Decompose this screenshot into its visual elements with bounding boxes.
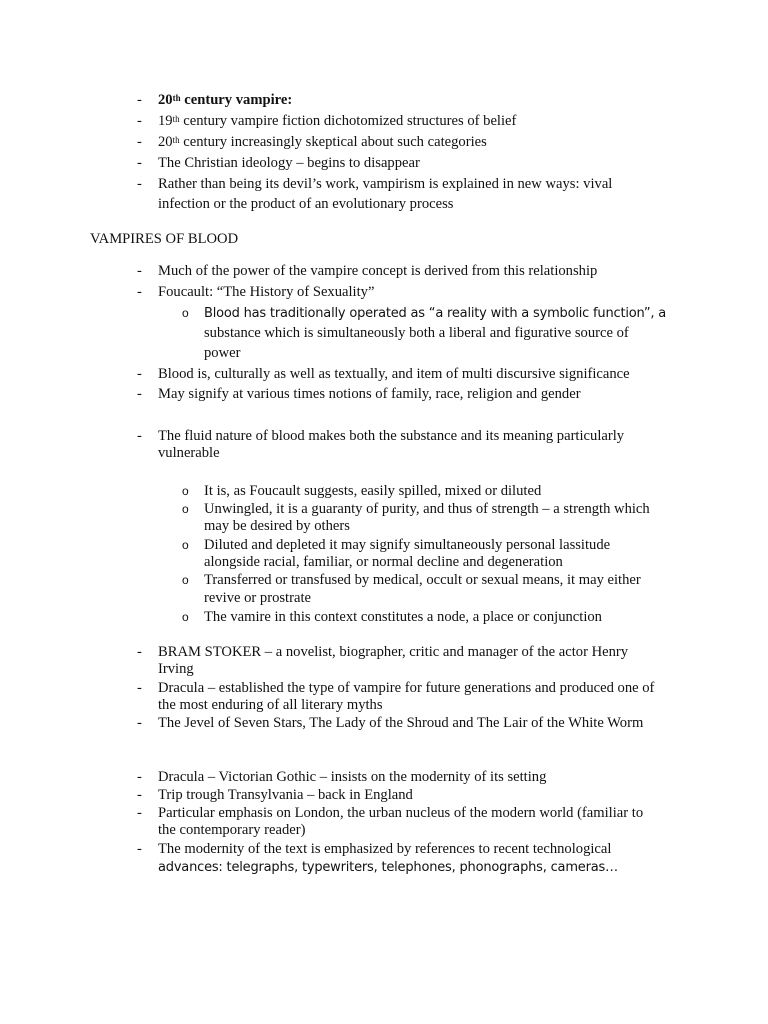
sub-list-item-text: alongside racial, familiar, or normal decline and degeneration bbox=[204, 554, 563, 570]
dash-marker: - bbox=[137, 134, 142, 150]
dash-marker: - bbox=[137, 92, 142, 108]
dash-marker: - bbox=[137, 841, 142, 857]
list-item-text: the most enduring of all literary myths bbox=[158, 697, 383, 713]
dash-marker: - bbox=[137, 386, 142, 402]
list-item-text: Trip trough Transylvania – back in England bbox=[158, 787, 413, 803]
dash-marker: - bbox=[137, 805, 142, 821]
dash-marker: - bbox=[137, 366, 142, 382]
list-item-text: Much of the power of the vampire concept is derived from this relationship bbox=[158, 263, 598, 279]
list-item-text: Blood is, culturally as well as textually, and item of multi discursive significance bbox=[158, 366, 630, 382]
bullet-marker: o bbox=[182, 573, 189, 587]
list-item-text: The modernity of the text is emphasized by references to recent technological bbox=[158, 841, 612, 857]
list-item-text: The Jevel of Seven Stars, The Lady of the Shroud and The Lair of the White Worm bbox=[158, 715, 644, 731]
heading-text: VAMPIRES OF BLOOD bbox=[90, 231, 239, 247]
sub-list-item-text: Diluted and depleted it may signify simultaneously personal lassitude bbox=[204, 537, 611, 553]
list-item-text: Irving bbox=[158, 661, 194, 677]
dash-marker: - bbox=[137, 644, 142, 660]
list-item-text: 20th century increasingly skeptical about such categories bbox=[158, 134, 487, 150]
bullet-marker: o bbox=[182, 484, 189, 498]
list-item-text: Dracula – established the type of vampire for future generations and produced one of bbox=[158, 680, 655, 696]
dash-marker: - bbox=[137, 155, 142, 171]
sub-list-item-text: Blood has traditionally operated as “a reality with a symbolic function”, a bbox=[204, 306, 667, 321]
list-item-text: BRAM STOKER – a novelist, biographer, critic and manager of the actor Henry bbox=[158, 644, 629, 660]
sub-list-item-text: Unwingled, it is a guaranty of purity, and thus of strength – a strength which bbox=[204, 501, 650, 517]
sub-list-item-text: may be desired by others bbox=[204, 518, 350, 534]
dash-marker: - bbox=[137, 787, 142, 803]
bullet-marker: o bbox=[182, 502, 189, 516]
sub-list-item-text: The vamire in this context constitutes a node, a place or conjunction bbox=[204, 609, 602, 625]
dash-marker: - bbox=[137, 715, 142, 731]
list-item-text: Particular emphasis on London, the urban nucleus of the modern world (familiar to bbox=[158, 805, 644, 821]
bullet-marker: o bbox=[182, 538, 189, 552]
list-item-text: infection or the product of an evolutionary process bbox=[158, 196, 454, 212]
dash-marker: - bbox=[137, 113, 142, 129]
list-item-text: 19th century vampire fiction dichotomized structures of belief bbox=[158, 113, 517, 129]
bullet-marker: o bbox=[182, 610, 189, 624]
section-title: 20th century vampire: bbox=[158, 92, 293, 108]
list-item-text: The fluid nature of blood makes both the substance and its meaning particularly bbox=[158, 428, 625, 444]
sub-list-item-text: Transferred or transfused by medical, occult or sexual means, it may either bbox=[204, 572, 641, 588]
list-item-text: Rather than being its devil’s work, vampirism is explained in new ways: vival bbox=[158, 176, 613, 192]
dash-marker: - bbox=[137, 284, 142, 300]
sub-list-item-text: substance which is simultaneously both a liberal and figurative source of bbox=[204, 325, 629, 341]
dash-marker: - bbox=[137, 176, 142, 192]
dash-marker: - bbox=[137, 769, 142, 785]
sub-list-item-text: It is, as Foucault suggests, easily spilled, mixed or diluted bbox=[204, 483, 542, 499]
dash-marker: - bbox=[137, 680, 142, 696]
dash-marker: - bbox=[137, 428, 142, 444]
sub-list-item-text: revive or prostrate bbox=[204, 590, 311, 606]
list-item-text: May signify at various times notions of family, race, religion and gender bbox=[158, 386, 581, 402]
list-item-text: The Christian ideology – begins to disappear bbox=[158, 155, 420, 171]
dash-marker: - bbox=[137, 263, 142, 279]
list-item-text: Foucault: “The History of Sexuality” bbox=[158, 284, 375, 300]
sub-list-item-text: power bbox=[204, 345, 241, 361]
list-item-text: Dracula – Victorian Gothic – insists on the modernity of its setting bbox=[158, 769, 547, 785]
list-item-text: vulnerable bbox=[158, 445, 220, 461]
bullet-marker: o bbox=[182, 306, 189, 320]
list-item-text: advances: telegraphs, typewriters, telephones, phonographs, cameras… bbox=[158, 860, 618, 875]
list-item-text: the contemporary reader) bbox=[158, 822, 306, 838]
